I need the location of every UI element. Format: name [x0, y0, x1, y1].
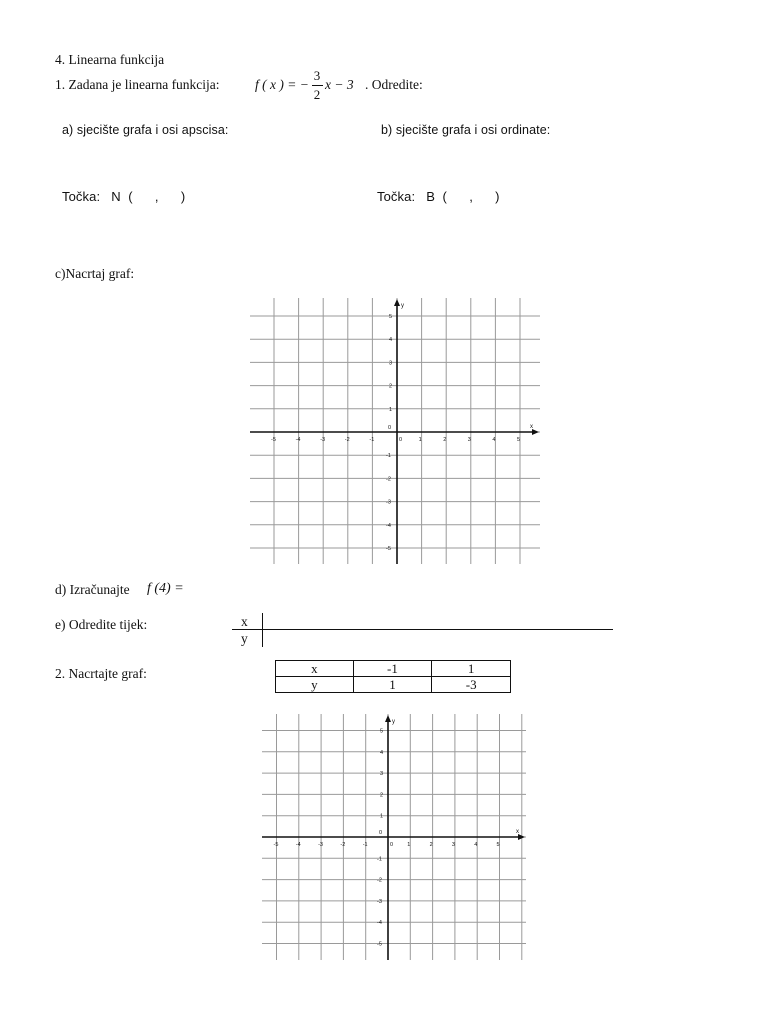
y-tick-label: 3: [380, 771, 384, 778]
y-tick-label: 4: [389, 337, 393, 344]
trend-row-y: y: [241, 631, 248, 646]
y-axis-label: y: [401, 303, 404, 309]
y-tick-label: 1: [389, 406, 393, 413]
x-tick-label: -2: [340, 842, 346, 848]
y-tick-label: -2: [386, 476, 391, 483]
part-d-formula: f (4) =: [147, 581, 184, 596]
y-tick-label: 5: [380, 728, 384, 735]
task1-intro: 1. Zadana je linearna funkcija:: [55, 77, 220, 92]
fraction-bar: [312, 85, 323, 86]
y-tick-label: -1: [377, 856, 382, 863]
y-tick-label: -4: [377, 920, 382, 927]
table-cell: 1: [353, 677, 432, 693]
x-tick-label: 0: [399, 437, 403, 443]
x-axis-label: x: [530, 424, 533, 430]
table-cell: y: [276, 677, 354, 693]
x-tick-label: 2: [443, 437, 447, 443]
x-tick-label: 5: [496, 842, 500, 848]
y-tick-label: 2: [389, 383, 393, 390]
y-tick-label: 0: [379, 830, 383, 836]
table-cell: -3: [432, 677, 511, 693]
x-tick-label: -5: [271, 437, 276, 443]
y-axis-label: y: [392, 719, 395, 725]
part-c-label: c)Nacrtaj graf:: [55, 266, 135, 281]
x-axis-label: x: [516, 829, 519, 835]
part-d-label: d) Izračunajte: [55, 582, 130, 597]
y-tick-label: 0: [388, 425, 392, 431]
y-tick-label: 4: [380, 749, 384, 756]
x-tick-label: 3: [467, 437, 471, 443]
y-tick-label: -3: [377, 898, 382, 905]
part-a-label: a) sjecište grafa i osi apscisa:: [62, 123, 229, 137]
y-tick-label: -2: [377, 877, 382, 884]
table-cell: 1: [432, 661, 511, 677]
y-tick-label: 2: [380, 792, 384, 799]
x-tick-label: -5: [273, 842, 279, 848]
y-tick-label: 3: [389, 360, 393, 367]
x-tick-label: 1: [418, 437, 422, 443]
y-tick-label: -5: [386, 546, 391, 552]
part-b-label: b) sjecište grafa i osi ordinate:: [381, 123, 551, 137]
x-tick-label: -4: [295, 437, 301, 443]
point-b: Točka: B ( , ): [377, 189, 500, 204]
value-table: [275, 660, 511, 693]
y-tick-label: -4: [386, 522, 391, 529]
x-tick-label: 0: [390, 842, 394, 848]
formula-lhs: f ( x ) = −: [255, 77, 309, 92]
section-heading: 4. Linearna funkcija: [55, 52, 165, 67]
trend-divider-horizontal: [232, 629, 613, 630]
formula-numerator: 3: [313, 68, 321, 83]
x-tick-label: 5: [517, 437, 521, 443]
y-axis-arrow-icon: [385, 715, 391, 722]
x-tick-label: 4: [492, 437, 496, 443]
y-tick-label: -3: [386, 499, 391, 506]
y-tick-label: 1: [380, 813, 384, 820]
table-cell: -1: [353, 661, 432, 677]
trend-row-x: x: [241, 614, 248, 629]
table-row: [276, 677, 511, 693]
x-tick-label: -3: [320, 437, 326, 443]
x-tick-label: -1: [369, 437, 375, 443]
x-tick-label: 3: [451, 842, 455, 848]
part-e-label: e) Odredite tijek:: [55, 617, 148, 632]
coordinate-grid-2: [262, 714, 526, 960]
x-axis-arrow-icon: [532, 429, 539, 435]
task2-label: 2. Nacrtajte graf:: [55, 666, 147, 681]
y-axis-arrow-icon: [394, 299, 400, 306]
point-n: Točka: N ( , ): [62, 189, 186, 204]
trend-divider-vertical: [262, 613, 263, 647]
coordinate-grid-1: [250, 298, 540, 564]
y-tick-label: -1: [386, 453, 391, 460]
x-tick-label: 1: [407, 842, 411, 848]
task1-instruction: . Odredite:: [365, 77, 423, 92]
y-tick-label: 5: [389, 314, 393, 320]
x-tick-label: -4: [295, 842, 301, 848]
y-tick-label: -5: [377, 941, 382, 948]
x-tick-label: -3: [318, 842, 323, 848]
table-cell: x: [276, 661, 354, 677]
formula-denominator: 2: [313, 87, 321, 102]
formula-rhs: x − 3: [325, 77, 354, 92]
x-tick-label: 2: [429, 842, 433, 848]
x-tick-label: -2: [344, 437, 350, 443]
table-row: [276, 661, 511, 677]
x-tick-label: -1: [362, 842, 368, 848]
x-tick-label: 4: [474, 842, 478, 848]
